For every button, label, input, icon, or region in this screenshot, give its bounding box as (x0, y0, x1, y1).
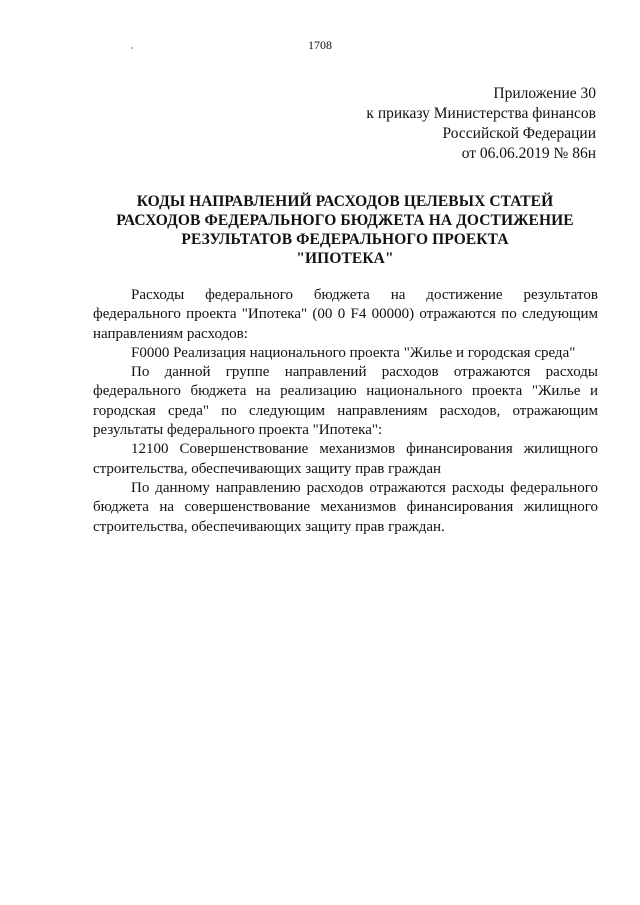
appendix-block (366, 84, 596, 164)
body-paragraph: F0000 Реализация национального проекта "Жилье и городская среда" (131, 344, 576, 361)
appendix-line: Приложение 30 (493, 85, 596, 102)
title-line: РЕЗУЛЬТАТОВ ФЕДЕРАЛЬНОГО ПРОЕКТА (181, 231, 509, 248)
appendix-line: от 06.06.2019 № 86н (461, 145, 596, 162)
title-line: КОДЫ НАПРАВЛЕНИЙ РАСХОДОВ ЦЕЛЕВЫХ СТАТЕЙ (136, 193, 554, 210)
body-paragraph: По данной группе направлений расходов отражаются расходы федерального бюджета на реализацию национального проекта "Жилье и городская среда" по следующим направлениям расходов, отражающим результаты федерального проекта "Ипотека": (93, 364, 598, 439)
appendix-line: к приказу Министерства финансов (366, 105, 596, 122)
title-line: РАСХОДОВ ФЕДЕРАЛЬНОГО БЮДЖЕТА НА ДОСТИЖЕНИЕ (116, 212, 574, 229)
appendix-line: Российской Федерации (442, 125, 596, 142)
body-paragraph: По данному направлению расходов отражаются расходы федерального бюджета на совершенствование механизмов финансирования жилищного строительства, обеспечивающих защиту прав граждан. (93, 479, 598, 535)
body-paragraph: Расходы федерального бюджета на достижение результатов федерального проекта "Ипотека" (00 0 F4 00000) отражаются по следующим направлениям расходов: (93, 287, 598, 342)
title-line: "ИПОТЕКА" (296, 250, 394, 267)
document-title (80, 192, 610, 268)
body-paragraph: 12100 Совершенствование механизмов финансирования жилищного строительства, обеспечивающих защиту прав граждан (93, 441, 598, 477)
page-number: 1708 (308, 38, 332, 52)
document-body (93, 286, 598, 537)
